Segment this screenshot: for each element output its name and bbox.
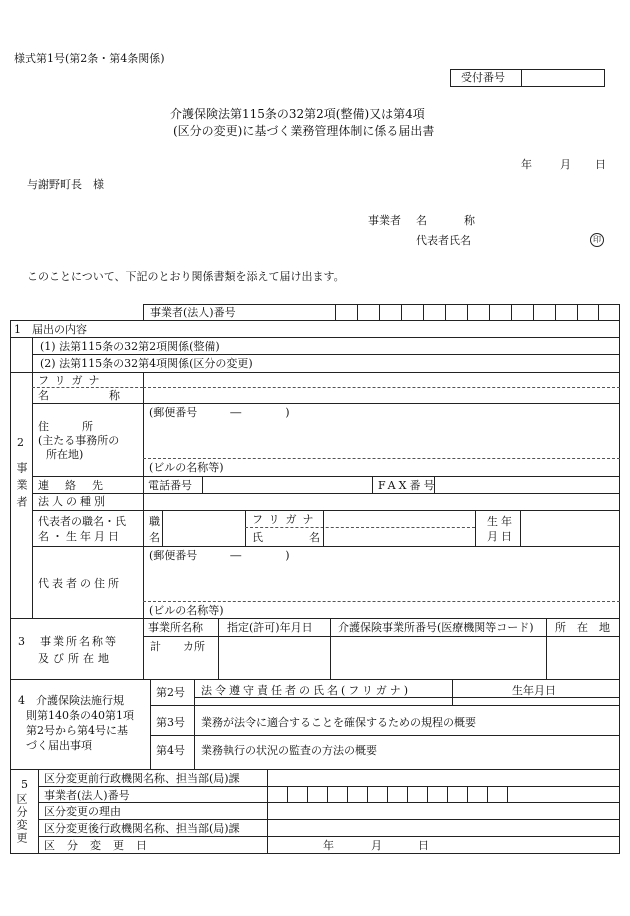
rep-building-name-field[interactable]: (ビルの名称等) [149, 604, 224, 617]
corp-type-label: 法人の種別 [38, 495, 108, 508]
section4-label-line4: づく届出事項 [26, 739, 92, 752]
s4-item2-text: 法令遵守責任者の氏名(フリガナ) [201, 684, 412, 697]
section1-option1: (1) 法第115条の32第2項関係(整備) [40, 340, 220, 353]
rep-postal-code-field[interactable]: (郵便番号 ― ) [149, 549, 290, 562]
seal-icon: 印 [590, 233, 604, 247]
section2-number: 2 [17, 436, 24, 449]
s5-row-previous-agency: 区分変更前行政機関名称、担当部(局)課 [44, 772, 240, 785]
section1-label: 1 届出の内容 [14, 323, 87, 336]
section2-vertical-label: 事業者 [15, 462, 28, 513]
s5-row-corp-number: 事業者(法人)番号 [44, 789, 130, 802]
corp-number-label: 事業者(法人)番号 [150, 306, 236, 319]
s5-date-day: 日 [418, 839, 429, 852]
representative-label-line1: 代表者の職名・氏 [38, 515, 126, 528]
representative-label-line2: 名・生年月日 [38, 530, 122, 543]
furigana-label: フリガナ [38, 374, 106, 387]
s4-item3-text: 業務が法令に適合することを確保するための規程の概要 [201, 716, 476, 729]
section5-vertical-label: 区分変更 [15, 793, 28, 845]
s3-total-offices: 計 カ所 [150, 640, 205, 653]
position-label-2: 名 [149, 531, 160, 544]
s5-date-year: 年 [323, 839, 334, 852]
s4-item2-birth: 生年月日 [512, 684, 556, 697]
s4-item4-text: 業務執行の状況の監査の方法の概要 [201, 744, 377, 757]
document-title-line1: 介護保険法第115条の32第2項(整備)又は第4項 [170, 107, 425, 121]
s5-date-month: 月 [371, 839, 382, 852]
contact-label: 連絡先 [38, 479, 119, 492]
s4-item2-number: 第2号 [156, 686, 185, 699]
intro-text: このことについて、下記のとおり関係書類を添えて届け出ます。 [27, 270, 345, 283]
address-label-line1: 住 所 [38, 420, 93, 433]
s5-row-change-date: 区分変更日 [44, 839, 159, 852]
name-label-1: 名 [416, 214, 427, 227]
section4-label-line2: 則第140条の40第1項 [26, 709, 134, 722]
document-title-line2: (区分の変更)に基づく業務管理体制に係る届出書 [173, 124, 435, 138]
representative-name-label: 代表者氏名 [416, 234, 471, 247]
section4-label-line3: 第2号から第4号に基 [26, 724, 128, 737]
rep-name-label: 氏名 [252, 531, 366, 544]
s5-row-reason: 区分変更の理由 [44, 805, 121, 818]
birth-label-1: 生年 [487, 515, 515, 528]
birth-label-2: 月日 [487, 530, 515, 543]
building-name-field[interactable]: (ビルの名称等) [149, 461, 224, 474]
section3-label-line2: 及び所在地 [38, 652, 113, 665]
position-label-1: 職 [149, 515, 160, 528]
address-label-line2: (主たる事務所の [38, 434, 120, 447]
s5-row-new-agency: 区分変更後行政機関名称、担当部(局)課 [44, 822, 240, 835]
date-year: 年 [521, 158, 532, 171]
section5-number: 5 [21, 778, 28, 791]
section1-option2: (2) 法第115条の32第4項関係(区分の変更) [40, 357, 253, 370]
section3-label-line1: 3 事業所名称等 [18, 635, 118, 648]
s3-col-location: 所 在 地 [555, 621, 610, 634]
s4-item3-number: 第3号 [156, 716, 185, 729]
s3-col-designation-date: 指定(許可)年月日 [227, 621, 313, 634]
s3-col-office-number: 介護保険事業所番号(医療機関等コード) [338, 621, 534, 634]
form-number: 様式第1号(第2条・第4条関係) [14, 52, 165, 65]
addressee: 与謝野町長 様 [27, 178, 104, 191]
section4-label-line1: 4 介護保険法施行規 [18, 694, 124, 707]
s3-col-office-name: 事業所名称 [148, 621, 203, 634]
date-month: 月 [560, 158, 571, 171]
name-label: 名称 [38, 389, 180, 402]
fax-label: FAX番号 [378, 479, 438, 492]
postal-code-field[interactable]: (郵便番号 ― ) [149, 406, 290, 419]
date-day: 日 [595, 158, 606, 171]
address-label-line3: 所在地) [46, 448, 84, 461]
name-label-2: 称 [464, 214, 475, 227]
phone-label: 電話番号 [148, 479, 192, 492]
business-operator-label: 事業者 [368, 214, 401, 227]
representative-address-label: 代表者の住所 [38, 577, 122, 590]
s4-item4-number: 第4号 [156, 744, 185, 757]
rep-furigana-label: フリガナ [252, 513, 320, 526]
receipt-number-label: 受付番号 [461, 71, 505, 84]
